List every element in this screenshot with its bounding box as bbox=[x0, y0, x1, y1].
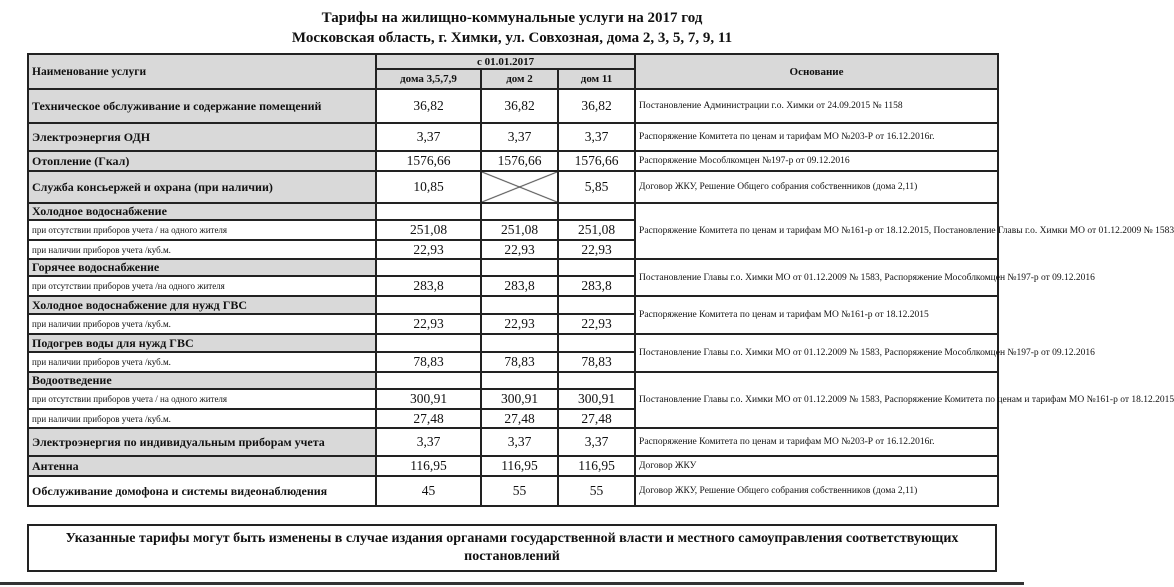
basis-text: Распоряжение Комитета по ценам и тарифам МО №203-Р от 16.12.2016г. bbox=[635, 428, 998, 456]
basis-text: Договор ЖКУ, Решение Общего собрания собственников (дома 2,11) bbox=[635, 171, 998, 203]
service-name: Электроэнергия по индивидуальным приборам учета bbox=[28, 428, 376, 456]
tariff-value: 22,93 bbox=[558, 314, 635, 334]
header-col-house-11: дом 11 bbox=[558, 69, 635, 89]
section-title: Подогрев воды для нужд ГВС bbox=[28, 334, 376, 352]
table-row bbox=[28, 171, 998, 203]
section-title: Холодное водоснабжение для нужд ГВС bbox=[28, 296, 376, 314]
table-row bbox=[28, 456, 998, 476]
table-row bbox=[28, 428, 998, 456]
tariff-value: 22,93 bbox=[481, 240, 558, 259]
tariff-value: 22,93 bbox=[376, 314, 481, 334]
tariff-value: 1576,66 bbox=[376, 151, 481, 171]
tariff-value: 22,93 bbox=[558, 240, 635, 259]
basis-text: Постановление Главы г.о. Химки МО от 01.12.2009 № 1583, Распоряжение Мособлкомцен №197-р от 09.12.2016 bbox=[635, 259, 998, 296]
tariff-value: 78,83 bbox=[376, 352, 481, 372]
tariff-value: 283,8 bbox=[558, 276, 635, 296]
section-row bbox=[28, 334, 998, 352]
table-row bbox=[28, 151, 998, 171]
tariff-value: 36,82 bbox=[481, 89, 558, 123]
tariff-value: 251,08 bbox=[558, 220, 635, 240]
service-name: Отопление (Гкал) bbox=[28, 151, 376, 171]
table-row bbox=[28, 89, 998, 123]
tariff-value: 1576,66 bbox=[481, 151, 558, 171]
tariff-value: 55 bbox=[558, 476, 635, 506]
footer-notice: Указанные тарифы могут быть изменены в случае издания органами государственной власти и местного самоуправления соответствующих постановлений bbox=[27, 524, 997, 572]
tariff-value: 78,83 bbox=[558, 352, 635, 372]
basis-text: Договор ЖКУ bbox=[635, 456, 998, 476]
basis-text: Постановление Главы г.о. Химки МО от 01.12.2009 № 1583, Распоряжение Мособлкомцен №197-р от 09.12.2016 bbox=[635, 334, 998, 372]
tariff-value: 22,93 bbox=[376, 240, 481, 259]
tariff-value: 27,48 bbox=[481, 409, 558, 428]
basis-text: Распоряжение Комитета по ценам и тарифам МО №161-р от 18.12.2015 bbox=[635, 296, 998, 334]
tariff-value: 36,82 bbox=[376, 89, 481, 123]
table-row bbox=[28, 476, 998, 506]
service-name: Служба консьержей и охрана (при наличии) bbox=[28, 171, 376, 203]
service-name: Электроэнергия ОДН bbox=[28, 123, 376, 151]
basis-text: Распоряжение Комитета по ценам и тарифам МО №161-р от 18.12.2015, Постановление Главы г.о. Химки МО от 01.12.2009 № 1583 bbox=[635, 203, 998, 259]
header-row bbox=[28, 54, 998, 69]
tariff-value: 116,95 bbox=[481, 456, 558, 476]
sub-item-label: при наличии приборов учета /куб.м. bbox=[28, 409, 376, 428]
section-row bbox=[28, 372, 998, 389]
tariff-value: 3,37 bbox=[481, 428, 558, 456]
section-title: Водоотведение bbox=[28, 372, 376, 389]
tariff-value: 116,95 bbox=[376, 456, 481, 476]
tariff-value: 27,48 bbox=[376, 409, 481, 428]
tariff-value: 300,91 bbox=[558, 389, 635, 409]
tariff-value: 283,8 bbox=[481, 276, 558, 296]
tariff-value: 55 bbox=[481, 476, 558, 506]
page-subtitle-address: Московская область, г. Химки, ул. Совхозная, дома 2, 3, 5, 7, 9, 11 bbox=[291, 30, 733, 46]
tariff-value: 45 bbox=[376, 476, 481, 506]
basis-text: Распоряжение Комитета по ценам и тарифам МО №203-Р от 16.12.2016г. bbox=[635, 123, 998, 151]
header-basis: Основание bbox=[635, 54, 998, 89]
tariffs-table bbox=[27, 53, 1174, 507]
service-name: Антенна bbox=[28, 456, 376, 476]
tariff-value: 251,08 bbox=[481, 220, 558, 240]
header-col-house-2: дом 2 bbox=[481, 69, 558, 89]
section-row bbox=[28, 296, 998, 314]
tariff-value: 116,95 bbox=[558, 456, 635, 476]
service-name: Техническое обслуживание и содержание помещений bbox=[28, 89, 376, 123]
tariff-value: 300,91 bbox=[481, 389, 558, 409]
sub-item-label: при отсутствии приборов учета / на одного жителя bbox=[28, 389, 376, 409]
table-row bbox=[28, 123, 998, 151]
sub-item-label: при отсутствии приборов учета /на одного жителя bbox=[28, 276, 376, 296]
basis-text: Распоряжение Мособлкомцен №197-р от 09.12.2016 bbox=[635, 151, 998, 171]
not-applicable-cross bbox=[481, 171, 558, 203]
basis-text: Постановление Администрации г.о. Химки от 24.09.2015 № 1158 bbox=[635, 89, 998, 123]
tariff-value: 3,37 bbox=[558, 123, 635, 151]
page-title: Тарифы на жилищно-коммунальные услуги на 2017 год bbox=[321, 10, 703, 26]
sub-item-label: при отсутствии приборов учета / на одного жителя bbox=[28, 220, 376, 240]
tariff-value: 78,83 bbox=[481, 352, 558, 372]
bottom-divider bbox=[0, 582, 1024, 585]
tariff-value: 3,37 bbox=[481, 123, 558, 151]
section-row bbox=[28, 259, 998, 276]
basis-text: Договор ЖКУ, Решение Общего собрания собственников (дома 2,11) bbox=[635, 476, 998, 506]
tariff-value: 251,08 bbox=[376, 220, 481, 240]
section-title: Холодное водоснабжение bbox=[28, 203, 376, 220]
header-col-houses-3579: дома 3,5,7,9 bbox=[376, 69, 481, 89]
basis-text: Постановление Главы г.о. Химки МО от 01.12.2009 № 1583, Распоряжение Комитета по ценам и тарифам МО №161-р от 18.12.2015 bbox=[635, 372, 998, 428]
tariff-value: 3,37 bbox=[558, 428, 635, 456]
tariff-value: 3,37 bbox=[376, 428, 481, 456]
tariff-value: 300,91 bbox=[376, 389, 481, 409]
tariff-value: 36,82 bbox=[558, 89, 635, 123]
sub-item-label: при наличии приборов учета /куб.м. bbox=[28, 352, 376, 372]
header-service: Наименование услуги bbox=[28, 54, 376, 89]
section-title: Горячее водоснабжение bbox=[28, 259, 376, 276]
tariff-value: 5,85 bbox=[558, 171, 635, 203]
tariff-value: 3,37 bbox=[376, 123, 481, 151]
sub-item-label: при наличии приборов учета /куб.м. bbox=[28, 240, 376, 259]
tariff-value: 22,93 bbox=[481, 314, 558, 334]
service-name: Обслуживание домофона и системы видеонаблюдения bbox=[28, 476, 376, 506]
section-row bbox=[28, 203, 998, 220]
header-period: с 01.01.2017 bbox=[376, 54, 635, 69]
tariff-value: 1576,66 bbox=[558, 151, 635, 171]
sub-item-label: при наличии приборов учета /куб.м. bbox=[28, 314, 376, 334]
tariff-value: 283,8 bbox=[376, 276, 481, 296]
tariff-value: 10,85 bbox=[376, 171, 481, 203]
tariff-value: 27,48 bbox=[558, 409, 635, 428]
